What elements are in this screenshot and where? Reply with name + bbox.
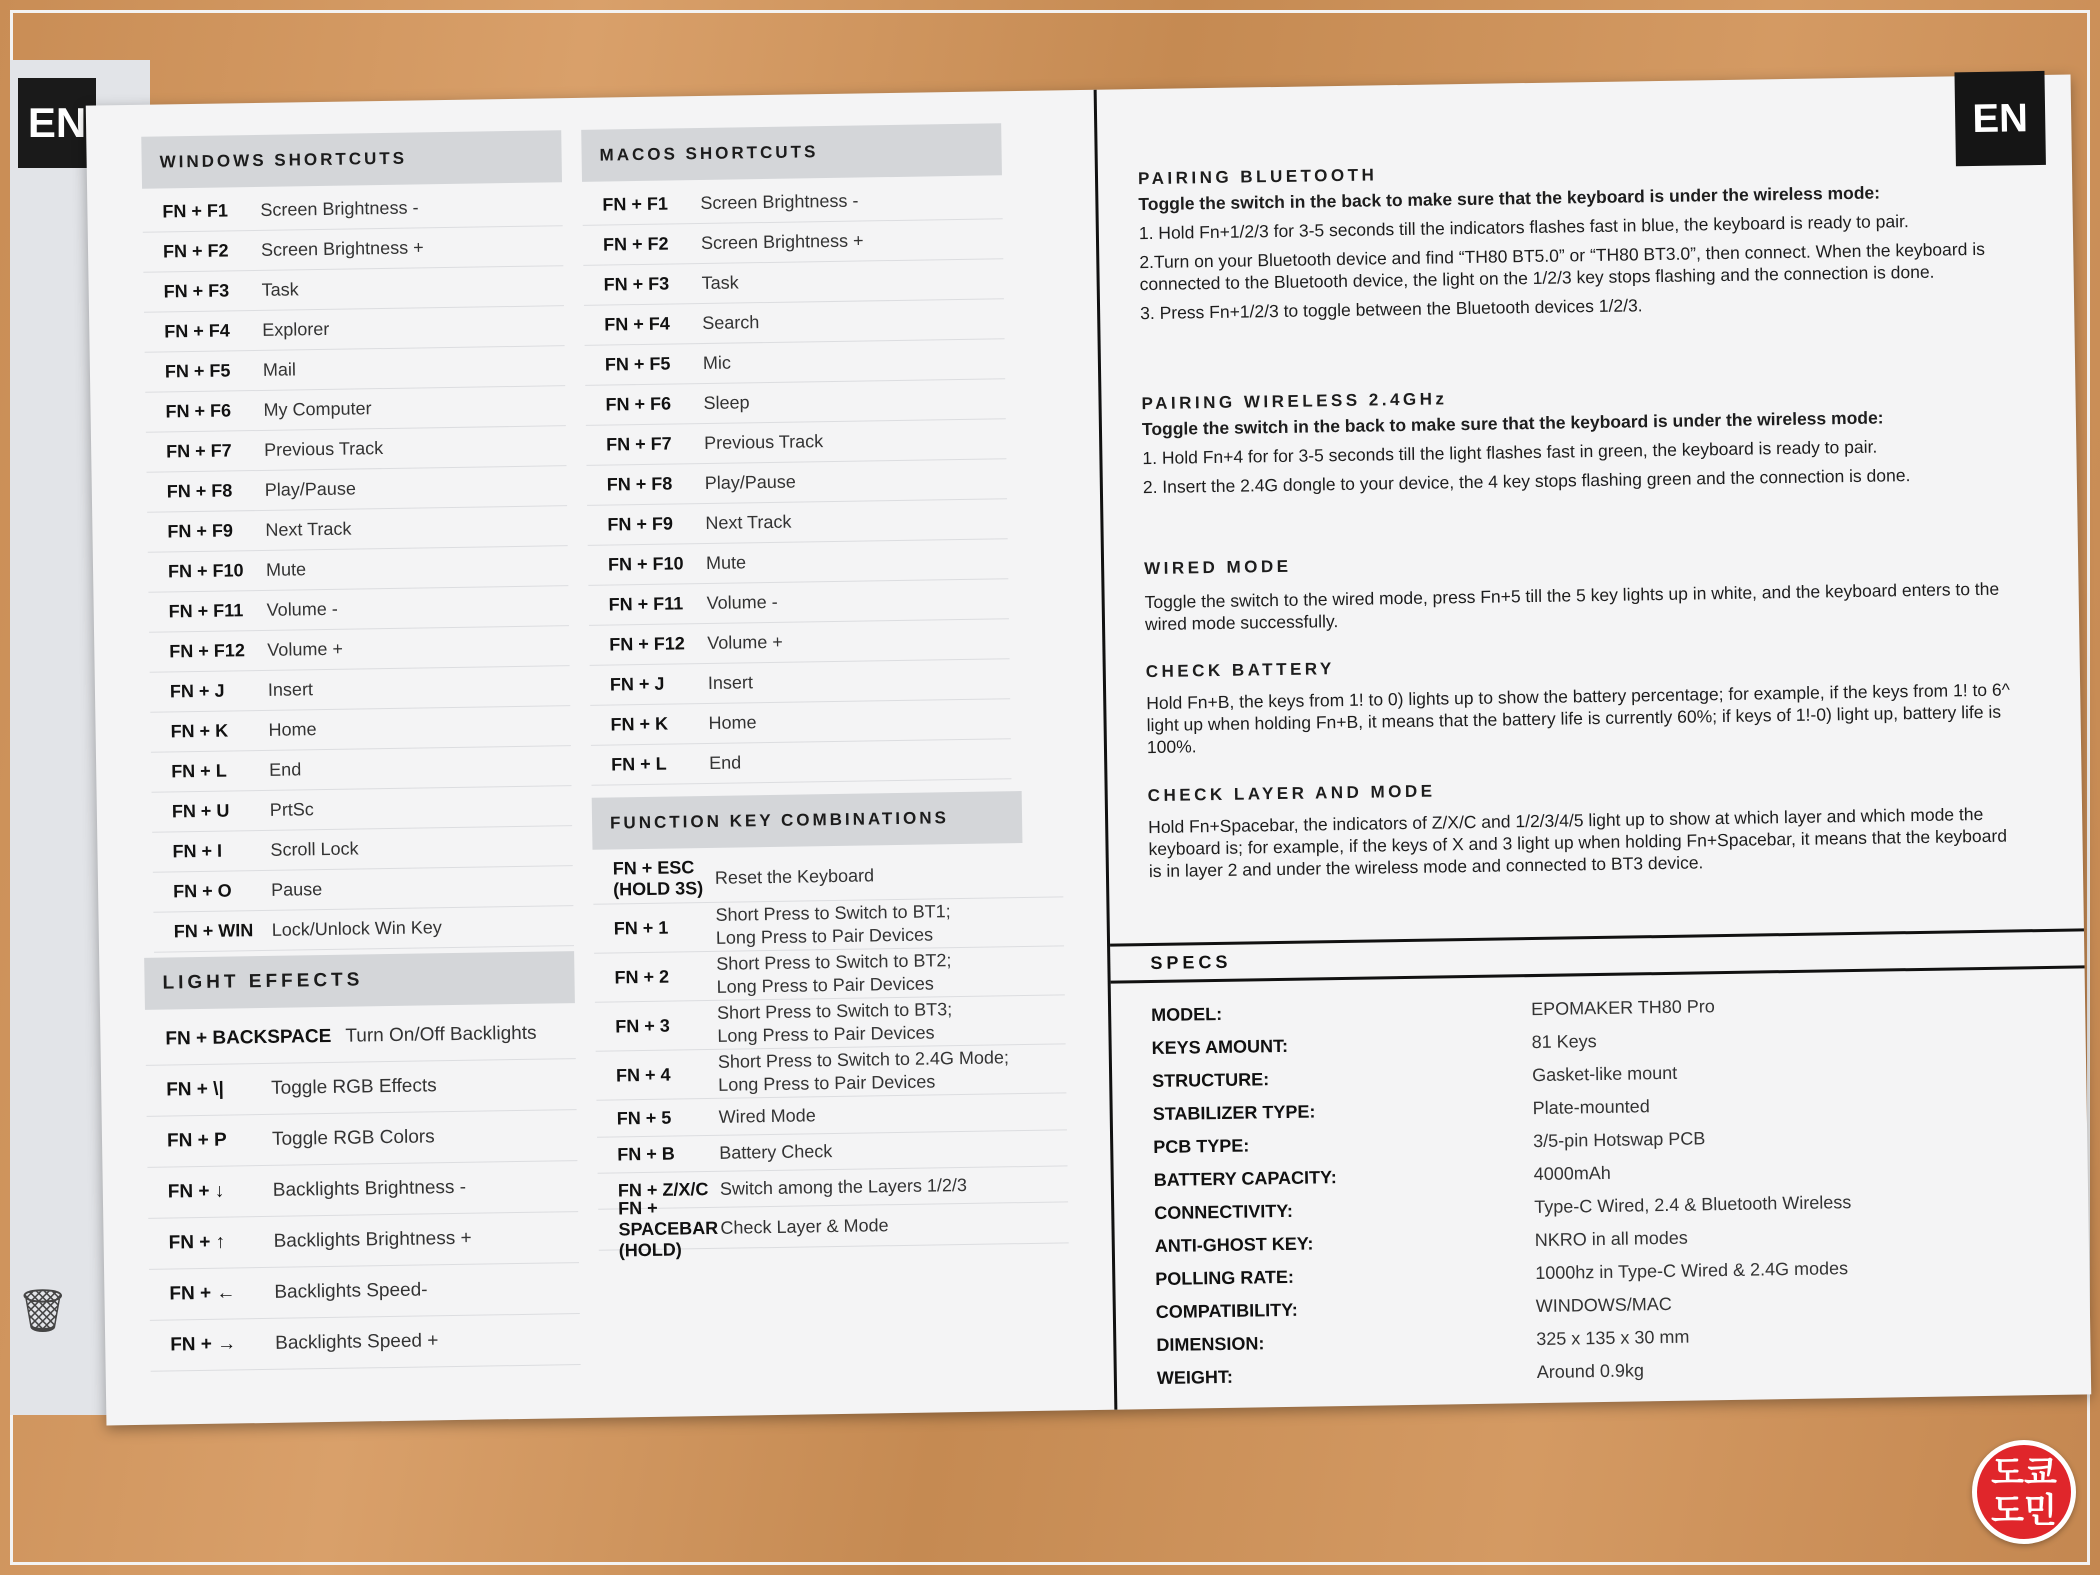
windows-shortcut-key: FN + F11 [168,600,244,622]
light-effect-action: Backlights Brightness - [272,1176,467,1201]
macos-shortcut-key: FN + F7 [605,433,672,455]
macos-shortcut-key: FN + F9 [607,513,674,535]
macos-shortcut-key: FN + F2 [602,233,669,255]
spec-label: DIMENSION: [1156,1333,1265,1356]
windows-shortcut-key: FN + F5 [164,360,231,382]
spec-value: WINDOWS/MAC [1535,1293,1672,1317]
macos-shortcut-action: End [708,752,742,773]
light-effect-action: Backlights Brightness + [273,1227,472,1252]
pairing-bluetooth-section [1138,155,2010,331]
function-key-combo-line-1: FN + 5 [616,1107,672,1128]
light-effect-row [146,1059,577,1117]
windows-shortcut-key: FN + U [171,800,230,822]
macos-shortcut-key: FN + F10 [607,553,684,575]
macos-shortcut-key: FN + F8 [606,473,673,495]
function-key-combo-line-1: FN + 2 [614,966,670,987]
light-effect-key: FN + BACKSPACE [165,1025,332,1050]
spec-label: COMPATIBILITY: [1155,1299,1298,1323]
macos-shortcut-key: FN + L [611,753,667,775]
wired-mode-section [1144,545,2015,642]
spec-value: Around 0.9kg [1536,1360,1645,1383]
spec-value: 4000mAh [1533,1162,1611,1185]
windows-shortcut-row [149,626,570,673]
function-key-action-line-1: Short Press to Switch to BT1; [715,901,951,925]
pairing-bluetooth-step-3: 3. Press Fn+1/2/3 to toggle between the Bluetooth devices 1/2/3. [1139,295,1643,324]
macos-shortcut-key: FN + F5 [604,353,671,375]
windows-shortcut-key: FN + I [172,840,223,862]
light-effect-action: Backlights Speed + [275,1330,439,1354]
windows-shortcut-key: FN + F9 [167,520,234,542]
pairing-bluetooth-step-2: 2.Turn on your Bluetooth device and find “TH80 BT5.0” or “TH80 BT3.0”, then connect. When the keyboard is connected to the Bluetooth device, the light on the 1/2/3 key stops flashing and the connection is done. [1139,238,1986,295]
function-key-combo [594,965,716,988]
light-effect-action: Backlights Speed- [274,1279,428,1303]
windows-shortcut-row [142,186,563,233]
spec-value: Plate-mounted [1532,1096,1650,1119]
function-key-row [594,946,1065,1002]
spec-label: KEYS AMOUNT: [1151,1035,1289,1059]
windows-shortcut-key: FN + O [172,880,232,902]
function-key-action-line-1: Wired Mode [718,1104,816,1127]
windows-shortcut-action: Volume - [266,598,338,620]
windows-shortcut-key: FN + F8 [166,480,233,502]
windows-shortcut-key: FN + K [170,720,229,742]
macos-shortcut-action: Mic [702,352,732,374]
windows-shortcut-row [145,386,566,433]
light-effect-row [145,1008,576,1066]
function-key-action [716,947,1065,998]
windows-shortcut-row [148,586,569,633]
check-layer-title: CHECK LAYER AND MODE [1147,781,1436,806]
function-key-action-line-1: Short Press to Switch to BT2; [716,950,952,974]
macos-shortcut-key: FN + F1 [602,193,669,215]
function-key-action [715,861,1063,889]
light-effect-key: FN + \| [166,1078,224,1101]
function-key-row [596,1044,1067,1100]
light-effect-row [147,1110,578,1168]
light-effect-row [150,1314,581,1372]
macos-shortcut-key: FN + F3 [603,273,670,295]
back-page-language-tab: EN [18,78,96,168]
macos-shortcut-action: Play/Pause [704,471,796,493]
windows-shortcut-action: Screen Brightness + [260,237,424,260]
windows-shortcut-key: FN + F1 [162,200,229,222]
function-key-action [715,898,1064,949]
windows-shortcut-action: Mail [262,359,297,380]
windows-shortcut-key: FN + F4 [164,320,230,342]
spec-label: ANTI-GHOST KEY: [1154,1233,1314,1257]
function-key-action-line-2: Long Press to Pair Devices [717,1022,935,1046]
windows-shortcut-row [150,666,571,713]
light-effects-list [145,1008,581,1372]
function-key-combo [596,1063,718,1086]
spec-label: MODEL: [1151,1003,1223,1026]
windows-shortcut-row [143,266,564,313]
windows-shortcut-action: Explorer [262,318,330,340]
pairing-wireless-title: PAIRING WIRELESS 2.4GHz [1141,389,1448,414]
windows-shortcut-row [148,546,569,593]
macos-shortcut-row [588,539,1009,586]
light-effect-key: FN + ↓ [167,1180,225,1203]
specs-header: SPECS [1110,928,2085,983]
windows-shortcut-key: FN + F10 [167,560,244,582]
function-key-action [717,996,1066,1047]
windows-shortcut-row [153,906,574,953]
macos-shortcut-action: Volume + [707,631,783,653]
windows-shortcut-action: Play/Pause [264,478,357,500]
watermark-line-1: 도쿄 [1991,1454,2057,1492]
function-key-combo [594,916,716,939]
function-key-row [595,995,1066,1051]
light-effect-row [147,1161,578,1219]
function-key-header: FUNCTION KEY COMBINATIONS [592,791,1023,850]
spec-label: STRUCTURE: [1152,1069,1270,1092]
macos-shortcut-row [585,379,1006,426]
function-key-combo-line-1: FN + 4 [615,1064,671,1085]
function-key-combo-line-1: FN + SPACEBAR [617,1197,719,1239]
pairing-wireless-section [1141,380,2013,505]
pairing-wireless-step-1: 1. Hold Fn+4 for for 3-5 seconds till the light flashes fast in green, the keyboard is ready to pair. [1142,436,1878,469]
check-battery-section [1146,648,2018,765]
macos-shortcut-key: FN + F11 [608,593,684,615]
windows-shortcut-row [153,866,574,913]
check-battery-text: Hold Fn+B, the keys from 1! to 0) lights up to show the battery percentage; for example, if the keys from 1! to 6^ light up when holding Fn+B, it means that the battery life is currently 60%; if keys of 1!-0) light up, battery life is 100%. [1146,679,2011,758]
macos-shortcut-action: Search [702,312,760,334]
macos-shortcut-key: FN + F6 [605,393,672,415]
windows-shortcut-key: FN + WIN [173,920,254,942]
macos-shortcut-action: Volume - [706,591,778,613]
pairing-bluetooth-step-1: 1. Hold Fn+1/2/3 for 3-5 seconds till the indicators flashes fast in blue, the keyboard is ready to pair. [1138,211,1909,244]
windows-shortcut-action: Mute [265,559,307,580]
macos-shortcut-row [583,219,1004,266]
macos-shortcut-row [583,259,1004,306]
spec-label: WEIGHT: [1156,1366,1234,1389]
function-key-action-line-1: Short Press to Switch to BT3; [716,999,953,1023]
macos-shortcut-action: Screen Brightness - [700,190,859,214]
macos-shortcut-row [590,699,1011,746]
spec-label: POLLING RATE: [1155,1266,1295,1290]
watermark-line-2: 도민 [1991,1492,2057,1530]
macos-shortcut-action: Insert [707,672,754,693]
macos-shortcut-action: Previous Track [703,431,824,453]
windows-shortcut-key: FN + F3 [163,280,230,302]
macos-shortcut-action: Task [701,272,739,294]
function-key-combo-line-2: (HOLD 3S) [612,878,704,900]
function-key-action-line-1: Switch among the Layers 1/2/3 [719,1174,968,1199]
function-key-action [718,1045,1067,1096]
windows-shortcut-key: FN + F12 [169,640,246,662]
macos-shortcut-key: FN + J [609,673,665,695]
function-key-action-line-1: Battery Check [719,1141,833,1163]
macos-shortcut-row [586,459,1007,506]
windows-shortcut-row [150,706,571,753]
windows-shortcut-action: Home [268,719,317,740]
right-page [1097,74,2092,1409]
wired-mode-title: WIRED MODE [1144,556,1292,579]
function-key-combo [595,1014,717,1037]
windows-shortcut-row [146,426,567,473]
function-key-combo-line-1: FN + 3 [615,1015,670,1036]
macos-shortcut-action: Home [708,712,757,733]
windows-shortcut-row [147,506,568,553]
wired-mode-text: Toggle the switch to the wired mode, press Fn+5 till the 5 key lights up in white, and the keyboard enters to the wired mode successfully. [1144,578,2000,635]
function-key-combo [597,1106,719,1129]
function-key-list [593,848,1069,1260]
light-effects-header: LIGHT EFFECTS [144,951,575,1010]
windows-shortcut-row [145,346,566,393]
pairing-wireless-lead: Toggle the switch in the back to make sure that the keyboard is under the wireless mode: [1141,407,1884,440]
light-effect-key: FN + ← [169,1282,236,1305]
function-key-row [593,848,1064,904]
light-effect-row [148,1212,579,1270]
windows-shortcut-key: FN + J [169,680,225,702]
windows-shortcut-key: FN + F2 [162,240,229,262]
spec-label: PCB TYPE: [1153,1135,1250,1158]
windows-shortcut-action: Pause [270,879,323,900]
light-effect-action: Toggle RGB Effects [271,1075,437,1099]
function-key-combo [598,1196,721,1261]
windows-shortcut-row [144,306,565,353]
light-effect-key: FN + ↑ [168,1231,226,1254]
light-effect-action: Turn On/Off Backlights [345,1022,537,1047]
function-key-action-line-1: Check Layer & Mode [720,1214,889,1238]
light-effect-row [149,1263,580,1321]
macos-shortcut-row [586,419,1007,466]
macos-shortcut-action: Mute [705,552,747,573]
macos-shortcuts-list [582,179,1011,786]
function-key-action-line-1: Short Press to Switch to 2.4G Mode; [717,1047,1010,1072]
function-key-action-line-2: Long Press to Pair Devices [715,924,934,948]
spec-value: 1000hz in Type-C Wired & 2.4G modes [1535,1258,1849,1284]
macos-shortcut-action: Sleep [703,392,750,414]
spec-label: STABILIZER TYPE: [1152,1101,1316,1125]
left-page [86,90,1115,1426]
windows-shortcut-action: Volume + [267,638,344,660]
pairing-bluetooth-title: PAIRING BLUETOOTH [1137,165,1378,189]
windows-shortcuts-header: WINDOWS SHORTCUTS [141,130,562,189]
macos-shortcut-row [588,579,1009,626]
function-key-action [719,1100,1067,1128]
light-effect-key: FN + P [166,1129,227,1152]
windows-shortcut-action: Next Track [265,518,352,540]
function-key-row [598,1197,1069,1260]
check-layer-section [1148,772,2020,889]
macos-shortcut-row [585,339,1006,386]
windows-shortcut-action: Previous Track [264,438,384,460]
function-key-combo-line-1: FN + 1 [613,917,669,938]
specs-list [1151,985,2037,1395]
macos-shortcut-key: FN + K [610,713,669,735]
watermark-logo [1972,1440,2076,1544]
function-key-combo-line-1: FN + ESC [612,857,695,879]
spec-value: 81 Keys [1531,1031,1597,1053]
spec-label: BATTERY CAPACITY: [1153,1167,1337,1191]
function-key-action-line-2: Long Press to Pair Devices [718,1071,936,1095]
macos-shortcut-row [590,659,1011,706]
windows-shortcut-action: PrtSc [269,799,315,820]
macos-shortcut-row [587,499,1008,546]
macos-shortcut-row [582,179,1003,226]
spec-value: Type-C Wired, 2.4 & Bluetooth Wireless [1534,1192,1852,1218]
function-key-combo [593,857,716,901]
spec-label: CONNECTIVITY: [1154,1200,1294,1224]
check-layer-text: Hold Fn+Spacebar, the indicators of Z/X/C and 1/2/3/4/5 light up to show at which layer and which mode the keyboard is; for example, if the keys of X and 3 light up when holding Fn+Spacebar, it means that the keyboard is in layer 2 and under the wireless mode and connected to BT3 device. [1148,803,2008,882]
windows-shortcut-key: FN + L [171,760,227,782]
pairing-wireless-step-2: 2. Insert the 2.4G dongle to your device, the 4 key stops flashing green and the connection is done. [1142,465,1911,498]
windows-shortcut-row [143,226,564,273]
macos-shortcut-key: FN + F4 [604,313,670,335]
windows-shortcut-action: End [269,759,302,780]
windows-shortcuts-list [142,186,574,953]
windows-shortcut-key: FN + F6 [165,400,232,422]
windows-shortcut-row [152,826,573,873]
function-key-action-line-1: Reset the Keyboard [714,864,875,888]
windows-shortcut-row [151,746,572,793]
windows-shortcut-action: Task [261,279,299,300]
windows-shortcut-key: FN + F7 [166,440,232,462]
crossed-bin-icon: 🗑 [16,1287,70,1334]
windows-shortcut-row [147,466,568,513]
windows-shortcut-row [152,786,573,833]
check-battery-title: CHECK BATTERY [1145,659,1335,682]
windows-shortcut-action: Scroll Lock [270,838,359,860]
macos-shortcuts-header: MACOS SHORTCUTS [581,123,1002,182]
macos-shortcut-row [589,619,1010,666]
spec-value: EPOMAKER TH80 Pro [1530,996,1715,1020]
function-key-action [720,1172,1068,1200]
function-key-row [593,897,1064,953]
function-key-action [720,1211,1068,1239]
macos-shortcut-key: FN + F12 [609,633,685,655]
macos-shortcut-action: Screen Brightness + [700,230,864,254]
language-tab: EN [1954,71,2045,166]
macos-shortcut-row [584,299,1005,346]
macos-shortcut-action: Next Track [705,511,792,533]
spec-value: Gasket-like mount [1532,1062,1678,1086]
function-key-action [719,1136,1067,1164]
windows-shortcut-action: Screen Brightness - [260,197,419,220]
spec-value: NKRO in all modes [1534,1227,1688,1251]
function-key-combo-line-1: FN + Z/X/C [617,1179,709,1201]
light-effect-key: FN + → [170,1333,237,1356]
manual-booklet [86,74,2091,1425]
light-effect-action: Toggle RGB Colors [271,1126,435,1150]
windows-shortcut-action: Insert [267,679,314,700]
windows-shortcut-action: My Computer [263,398,372,420]
windows-shortcut-action: Lock/Unlock Win Key [271,917,442,940]
function-key-combo [597,1143,719,1166]
macos-shortcut-row [591,739,1012,786]
function-key-combo-line-2: (HOLD) [618,1238,682,1260]
spec-value: 325 x 135 x 30 mm [1536,1326,1690,1350]
function-key-combo-line-1: FN + B [617,1143,675,1165]
pairing-bluetooth-lead: Toggle the switch in the back to make sure that the keyboard is under the wireless mode: [1138,182,1881,215]
spec-value: 3/5-pin Hotswap PCB [1533,1128,1706,1152]
function-key-action-line-2: Long Press to Pair Devices [716,973,934,997]
